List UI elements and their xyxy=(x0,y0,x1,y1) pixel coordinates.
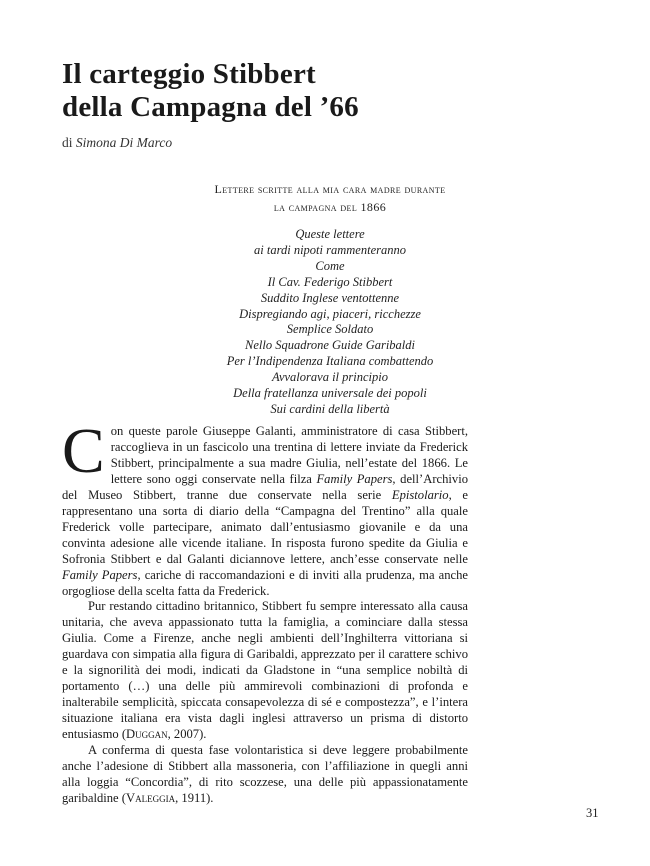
citation-author: Valeggia xyxy=(126,790,176,805)
byline-author: Simona Di Marco xyxy=(75,135,173,150)
italic-term: Family Papers xyxy=(316,471,393,486)
paragraph-text: , dell’Archivio del Museo Stibbert, tranne due conservate nella serie xyxy=(62,471,468,502)
page-number: 31 xyxy=(586,806,599,820)
heading-line-2: la campagna del 1866 xyxy=(273,200,387,214)
dedication-line: Suddito Inglese ventottenne xyxy=(260,290,400,305)
title-line-1: Il carteggio Stibbert xyxy=(62,58,316,90)
letters-heading xyxy=(110,180,550,216)
title-line-2: della Campagna del ’66 xyxy=(62,91,359,123)
dedication-line: Queste lettere xyxy=(295,227,365,241)
dedication-line: Sui cardini della libertà xyxy=(270,401,390,416)
dedication-line: Come xyxy=(315,258,345,273)
drop-cap: C xyxy=(62,415,105,486)
paragraph-text: on queste parole Giuseppe Galanti, amministratore di casa Stibbert, raccoglieva in un fascicolo una trentina di lettere inviate da Frederick Stibbert, principalmente a sua madre Giulia, nell’estate del 1866. Le lettere sono oggi conservate nella filza xyxy=(110,424,468,486)
dedication-line: Nello Squadrone Guide Garibaldi xyxy=(244,338,415,353)
dedication-line: Avvalorava il principio xyxy=(272,370,388,385)
byline xyxy=(62,135,172,151)
article-title xyxy=(62,58,582,124)
byline-prefix: di xyxy=(62,135,76,150)
dedication-line: Dispregiando agi, piaceri, ricchezze xyxy=(239,306,421,321)
italic-term: Family Papers xyxy=(62,567,138,582)
paragraph-text: , 2007). xyxy=(167,727,207,742)
dedication-line: ai tardi nipoti rammenteranno xyxy=(254,242,406,257)
dedication-line: Semplice Soldato xyxy=(286,322,374,337)
italic-term: Epistolario xyxy=(391,487,449,502)
dedication-line: Della fratellanza universale dei popoli xyxy=(233,386,427,401)
paragraph-text: A conferma di questa fase volontaristica si deve leggere probabilmente anche l’adesione di Stibbert alla massoneria, con l’affiliazione in quegli anni alla loggia “Concordia”, di rito scozzese, una delle più appassionatamente garibaldine ( xyxy=(62,743,468,805)
dedication-verse xyxy=(110,227,550,418)
paragraph-text: , 1911). xyxy=(175,790,214,805)
article-body xyxy=(62,415,469,807)
paragraph-3 xyxy=(62,743,468,807)
citation-author: Duggan xyxy=(126,727,168,742)
dedication-line: Il Cav. Federigo Stibbert xyxy=(267,274,393,289)
paragraph-2 xyxy=(62,599,468,743)
paragraph-1 xyxy=(62,415,469,599)
paragraph-text: , e rappresentano una sorta di diario della “Campagna del Trentino” alla quale Frederick volle partecipare, animato dall’entusiasmo giovanile e da una convinta adesione alle vicende italiane. In risposta furono spedite da Giulia e Sofronia Stibbert e dal Galanti diciannove lettere, anch’esse conservate nelle xyxy=(62,487,468,566)
heading-line-1: Lettere scritte alla mia cara madre durante xyxy=(214,182,446,196)
paragraph-text: Pur restando cittadino britannico, Stibbert fu sempre interessato alla causa unitaria, che aveva appassionato tutta la famiglia, a cominciare dalla stessa Giulia. Come a Firenze, anche negli ambienti dell’Inghilterra vittoriana si guardava con simpatia alla figura di Garibaldi, apprezzato per il carattere schivo e la signorilità dei modi, indicati da Gladstone in “una semplice nobiltà di portamento (…) una delle più ammirevoli combinazioni di profonda e inalterabile semplicità, spiccata consapevolezza di sé e compostezza”, e l’intera situazione italiana era vista dagli inglesi attraverso un prisma di distorto entusiasmo ( xyxy=(62,599,468,742)
dedication-line: Per l’Indipendenza Italiana combattendo xyxy=(226,354,434,369)
paragraph-text: , cariche di raccomandazioni e di inviti alla prudenza, ma anche orgogliose della scelta fatta da Frederick. xyxy=(62,567,469,598)
